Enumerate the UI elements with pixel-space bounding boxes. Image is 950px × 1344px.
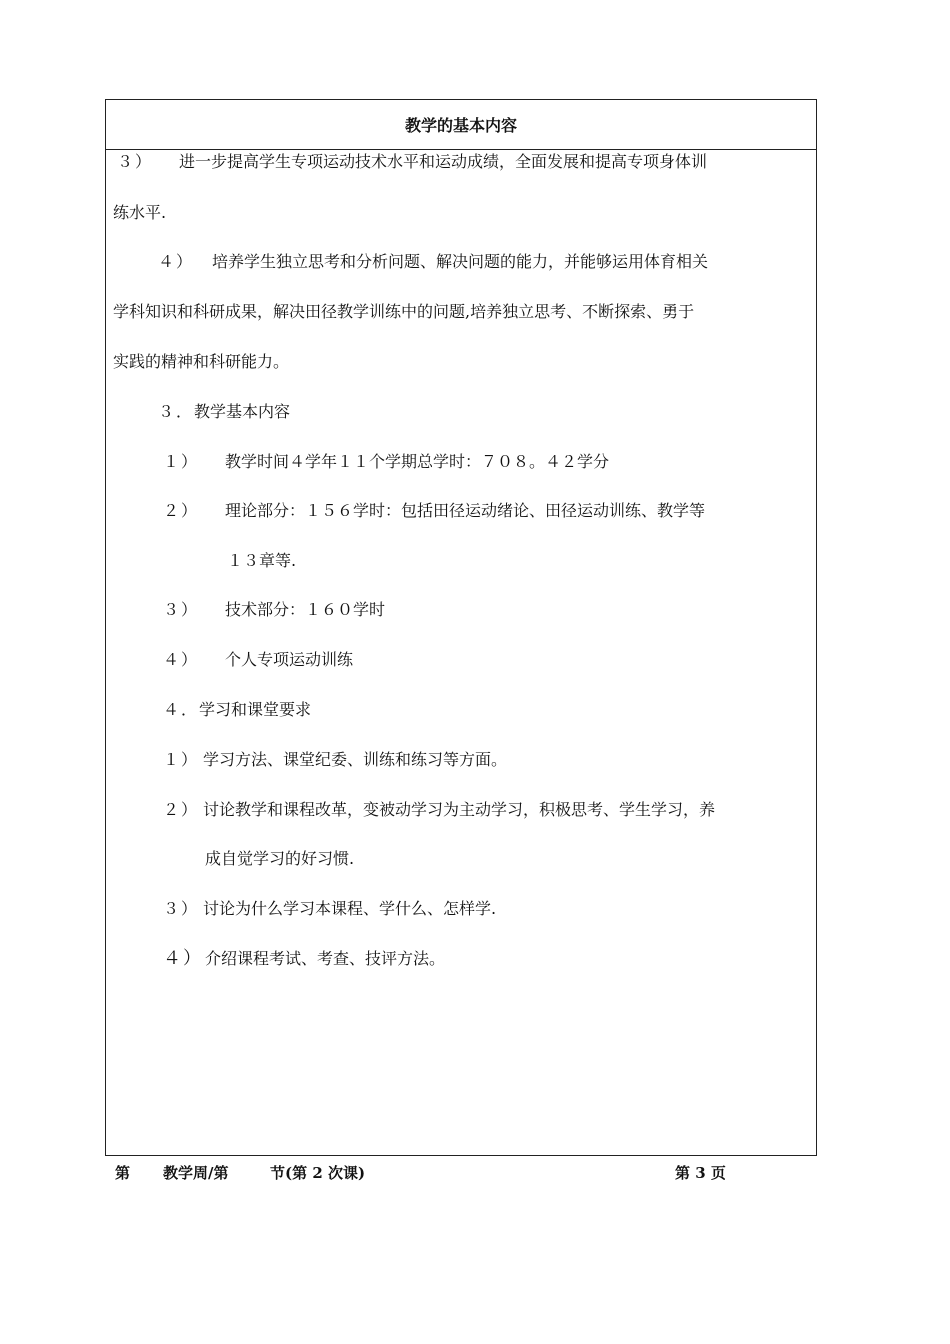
section-title: 教学基本内容 <box>194 402 291 421</box>
list-item <box>163 501 705 521</box>
section-heading <box>158 402 290 422</box>
item-text: １３章等. <box>227 551 297 570</box>
list-item <box>163 899 496 919</box>
footer-session-text: 节(第 2 次课) <box>270 1164 366 1182</box>
item-text: 理论部分：１５６学时：包括田径运动绪论、田径运动训练、教学等 <box>225 501 706 520</box>
section-heading <box>163 700 311 720</box>
section-number: ３． <box>158 402 195 421</box>
list-item <box>227 551 296 571</box>
section-title: 学习和课堂要求 <box>199 700 312 719</box>
item-text: 介绍课程考试、考查、技评方法。 <box>205 949 446 968</box>
footer-week-text: 教学周/第 <box>163 1164 229 1182</box>
item-number: １） <box>163 750 200 769</box>
item-text: 个人专项运动训练 <box>225 650 354 669</box>
list-item <box>113 352 289 372</box>
item-text: 讨论为什么学习本课程、学什么、怎样学. <box>203 899 497 918</box>
footer-page-number: 第 3 页 <box>675 1164 726 1182</box>
item-text: 教学时间４学年１１个学期总学时：７０８。４２学分 <box>225 452 610 471</box>
item-text: 讨论教学和课程改革，变被动学习为主动学习，积极思考、学生学习，养 <box>203 800 716 819</box>
table-header <box>106 100 816 150</box>
section-number: ４． <box>163 700 200 719</box>
item-number: ３） <box>163 600 200 619</box>
item-number: ２） <box>163 800 200 819</box>
item-number: ２） <box>163 501 200 520</box>
item-number: ３） <box>163 899 200 918</box>
item-number: ４） <box>158 252 195 271</box>
item-text: 技术部分：１６０学时 <box>225 600 386 619</box>
item-text: 学科知识和科研成果，解决田径教学训练中的问题,培养独立思考、不断探索、勇于 <box>113 302 695 321</box>
list-item <box>158 252 708 272</box>
list-item <box>113 302 694 322</box>
item-text: 进一步提高学生专项运动技术水平和运动成绩，全面发展和提高专项身体训 <box>179 152 708 171</box>
list-item <box>163 949 445 969</box>
item-text: 培养学生独立思考和分析问题、解决问题的能力，并能够运用体育相关 <box>212 252 709 271</box>
list-item <box>113 203 166 223</box>
list-item <box>205 849 354 869</box>
item-number: ３） <box>117 152 154 171</box>
list-item <box>163 600 385 620</box>
item-text: 实践的精神和科研能力。 <box>113 352 290 371</box>
item-number: ４） <box>163 948 203 969</box>
item-text: 学习方法、课堂纪委、训练和练习等方面。 <box>203 750 508 769</box>
list-item <box>117 152 707 172</box>
item-text: 成自觉学习的好习惯. <box>205 849 355 868</box>
item-text: 练水平. <box>113 203 167 222</box>
item-number: ４） <box>163 650 200 669</box>
list-item <box>163 452 609 472</box>
list-item <box>163 750 507 770</box>
footer-week-label: 第 <box>115 1164 131 1182</box>
table-header-title: 教学的基本内容 <box>404 116 517 135</box>
list-item <box>163 800 715 820</box>
item-number: １） <box>163 452 200 471</box>
list-item <box>163 650 353 670</box>
